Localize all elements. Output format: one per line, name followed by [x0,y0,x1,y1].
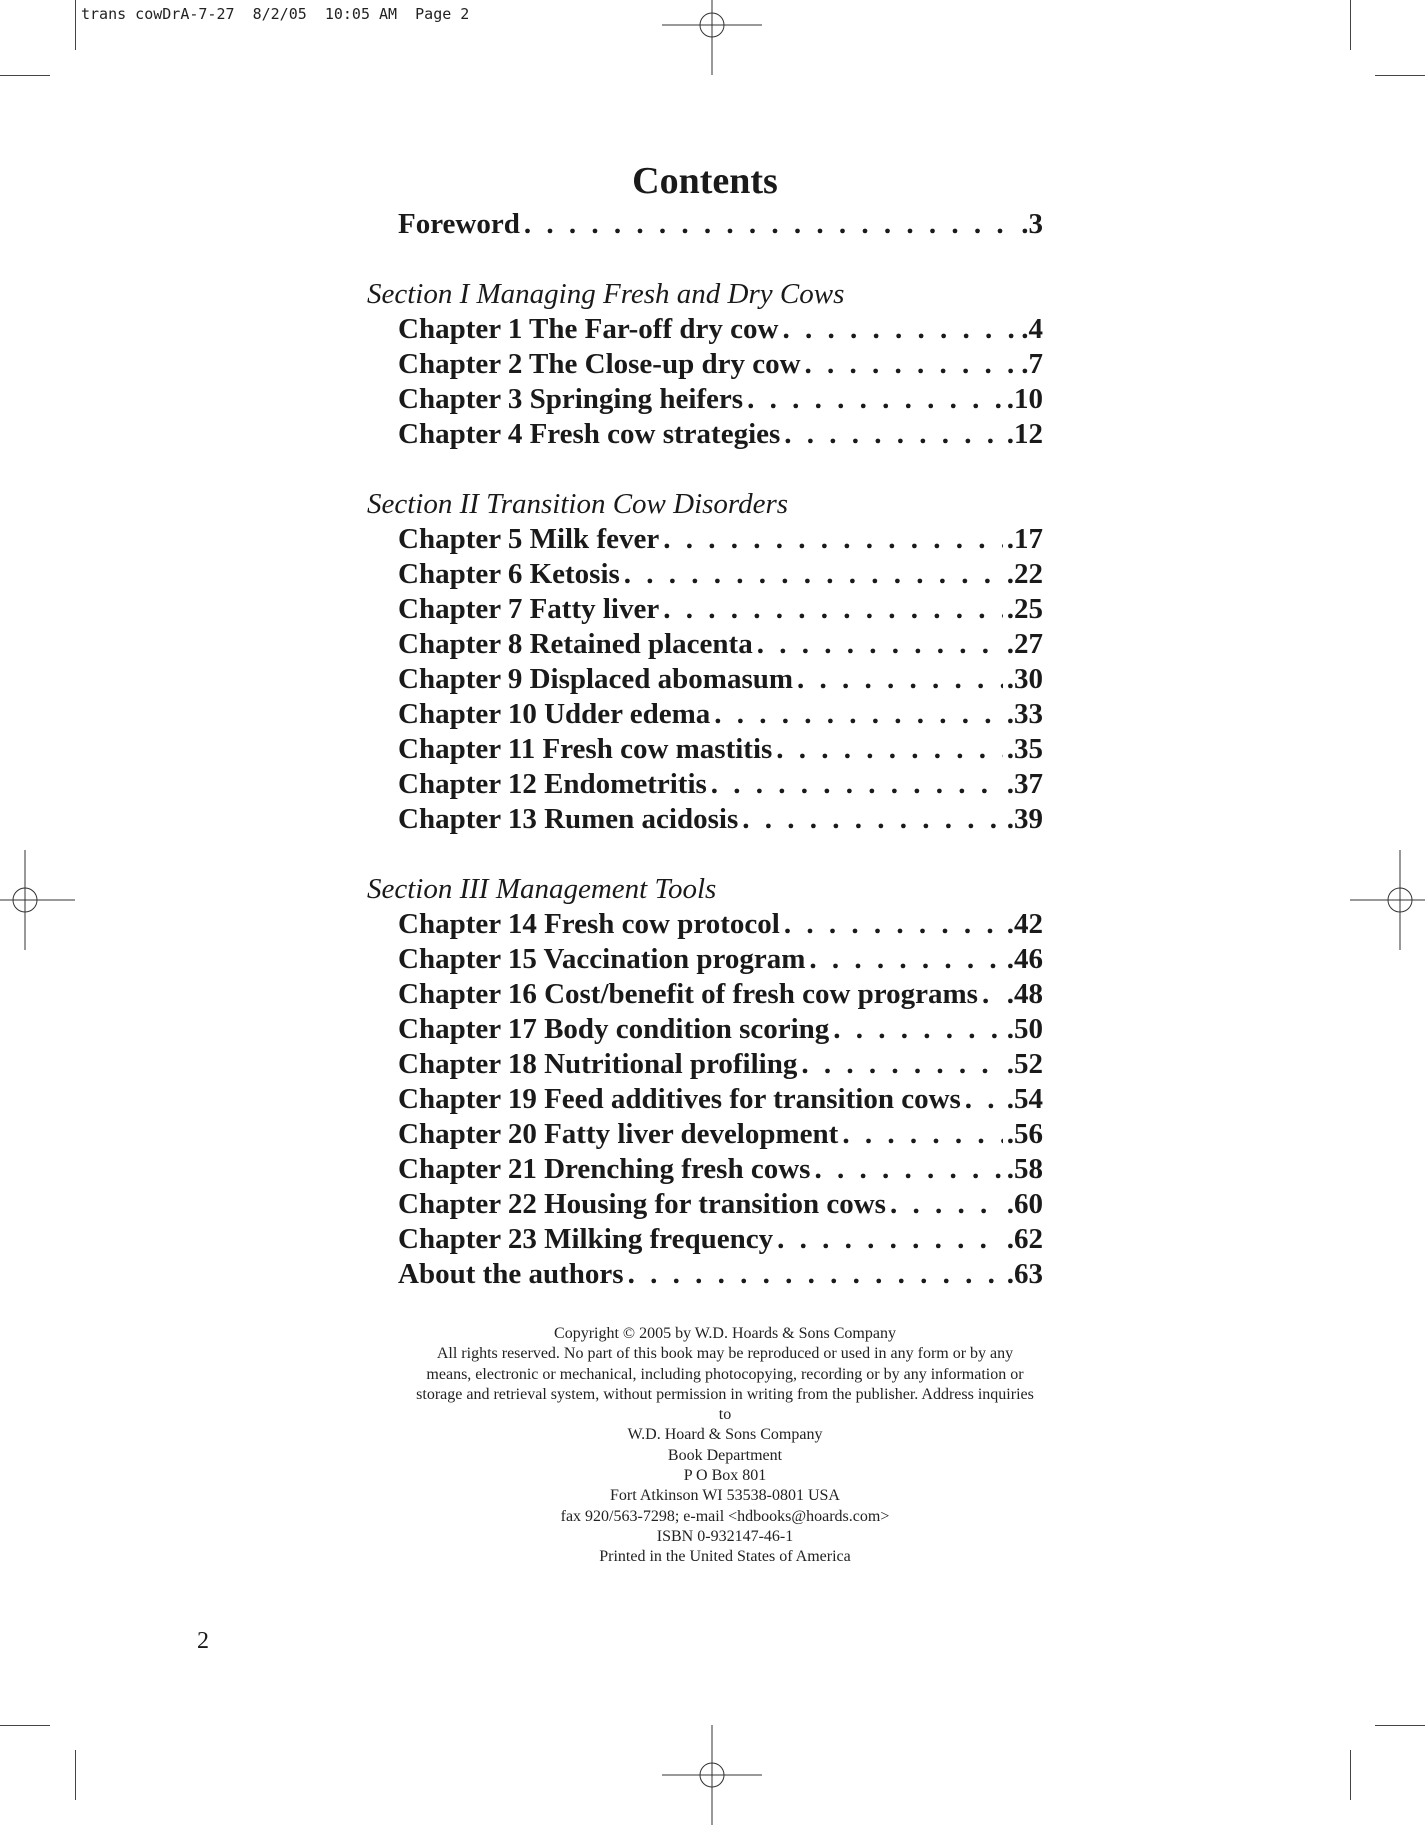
toc-entry-label: Chapter 9 Displaced abomasum [398,663,794,695]
toc-entry-label: Chapter 6 Ketosis [398,558,620,590]
dot-leader [757,627,1003,662]
copyright-line: means, electronic or mechanical, including photocopying, recording or by any information or [426,1365,1024,1383]
registration-mark-right-icon [1350,850,1425,950]
toc-entry-label: Chapter 5 Milk fever [398,523,660,555]
toc-entry-page: .4 [1021,313,1043,345]
crop-mark-top-left-vertical [75,0,76,50]
dot-leader [628,1257,1003,1292]
toc-entry-page: .54 [1006,1083,1043,1115]
dot-leader [624,557,1003,592]
dot-leader [776,732,1002,767]
printer-slug: trans cowDrA-7-27 8/2/05 10:05 AM Page 2 [81,5,470,23]
toc-entry[interactable] [367,382,1043,417]
dot-leader [747,382,1003,417]
dot-leader [784,907,1003,942]
toc-entry-page: .46 [1006,943,1043,975]
dot-leader [814,1152,1002,1187]
copyright-notice [360,1324,1090,1568]
copyright-line: fax 920/563-7298; e-mail <hdbooks@hoards.com> [560,1507,890,1525]
toc-entry[interactable] [367,907,1043,942]
page-number: 2 [197,1628,209,1654]
toc-entry-label: Chapter 10 Udder edema [398,698,711,730]
toc-entry[interactable] [367,1187,1043,1222]
toc-entry-page: .56 [1006,1118,1043,1150]
section-heading: Section III Management Tools [367,873,717,905]
toc-entry-label: About the authors [398,1258,624,1290]
dot-leader [982,977,1003,1012]
toc-entry-label: Chapter 16 Cost/benefit of fresh cow programs [398,978,978,1010]
crop-mark-bottom-left-vertical [75,1750,76,1800]
table-of-contents [367,155,1043,1292]
dot-leader [797,662,1003,697]
crop-mark-bottom-left-horizontal [0,1725,50,1726]
toc-entry[interactable] [367,1012,1043,1047]
contents-title: Contents [632,160,778,202]
copyright-line: W.D. Hoard & Sons Company [627,1426,823,1444]
dot-leader [777,1222,1003,1257]
toc-entry[interactable] [367,977,1043,1012]
toc-entry-label: Chapter 13 Rumen acidosis [398,803,739,835]
dot-leader [784,417,1002,452]
dot-leader [801,1047,1002,1082]
crop-mark-top-left-horizontal [0,75,50,76]
toc-entry-page: .37 [1006,768,1043,800]
copyright-line: to [718,1406,732,1424]
dot-leader [714,697,1002,732]
toc-entry[interactable] [367,522,1043,557]
toc-entry-label: Chapter 15 Vaccination program [398,943,806,975]
crop-mark-bottom-right-horizontal [1375,1725,1425,1726]
toc-entry-page: .33 [1006,698,1043,730]
toc-entry-label: Chapter 2 The Close-up dry cow [398,348,801,380]
toc-entry-label: Chapter 21 Drenching fresh cows [398,1153,811,1185]
toc-entry-page: .39 [1006,803,1043,835]
toc-entry[interactable] [367,1222,1043,1257]
toc-entry-page: .60 [1006,1188,1043,1220]
toc-entry[interactable] [367,1152,1043,1187]
toc-entry[interactable] [367,1047,1043,1082]
dot-leader [524,207,1017,242]
toc-entry-label: Chapter 11 Fresh cow mastitis [398,733,773,765]
copyright-line: Fort Atkinson WI 53538-0801 USA [610,1487,840,1505]
toc-entry-page: .25 [1006,593,1043,625]
toc-entry-label: Chapter 3 Springing heifers [398,383,744,415]
toc-entry[interactable] [367,1082,1043,1117]
section-heading: Section I Managing Fresh and Dry Cows [367,278,845,310]
copyright-line: Book Department [667,1446,783,1464]
toc-entry-page: .12 [1006,418,1043,450]
copyright-line: storage and retrieval system, without permission in writing from the publisher. Address inquiries [416,1385,1034,1403]
toc-entry-page: .48 [1006,978,1043,1010]
toc-entry-label: Foreword [398,208,520,240]
toc-entry-label: Chapter 22 Housing for transition cows [398,1188,886,1220]
dot-leader [809,942,1002,977]
crop-mark-top-right-horizontal [1375,75,1425,76]
dot-leader [742,802,1003,837]
crop-mark-bottom-right-vertical [1350,1750,1351,1800]
registration-mark-top-icon [662,0,762,75]
toc-entry-page: .27 [1006,628,1043,660]
toc-entry-page: .10 [1006,383,1043,415]
toc-entry[interactable] [367,662,1043,697]
toc-entry[interactable] [367,697,1043,732]
dot-leader [833,1012,1002,1047]
toc-entry-label: Chapter 8 Retained placenta [398,628,753,660]
toc-entry-label: Chapter 7 Fatty liver [398,593,660,625]
toc-entry[interactable] [367,942,1043,977]
toc-entry-page: .7 [1021,348,1043,380]
copyright-line: Copyright © 2005 by W.D. Hoards & Sons Company [554,1325,896,1342]
toc-entry-page: .42 [1006,908,1043,940]
toc-entry-page: .58 [1006,1153,1043,1185]
section-heading: Section II Transition Cow Disorders [367,488,789,520]
toc-entry-page: .52 [1006,1048,1043,1080]
dot-leader [890,1187,1003,1222]
crop-mark-top-right-vertical [1350,0,1351,50]
toc-entry[interactable] [367,802,1043,837]
copyright-line: P O Box 801 [683,1467,767,1485]
dot-leader [663,592,1003,627]
toc-entry-page: .62 [1006,1223,1043,1255]
toc-entry-page: .63 [1006,1258,1043,1290]
dot-leader [965,1082,1003,1117]
toc-entry[interactable] [367,557,1043,592]
toc-entry-label: Chapter 14 Fresh cow protocol [398,908,780,940]
toc-sections [367,277,1043,1292]
toc-entry-label: Chapter 4 Fresh cow strategies [398,418,781,450]
toc-entry-page: .30 [1006,663,1043,695]
toc-entry-label: Chapter 1 The Far-off dry cow [398,313,779,345]
dot-leader [805,347,1018,382]
toc-entry[interactable] [367,347,1043,382]
toc-entry[interactable] [367,732,1043,767]
toc-entry-page: .3 [1021,208,1043,240]
toc-entry-label: Chapter 18 Nutritional profiling [398,1048,798,1080]
toc-entry[interactable] [367,1257,1043,1292]
toc-entry[interactable] [367,417,1043,452]
copyright-line: Printed in the United States of America [599,1548,851,1566]
toc-entry[interactable] [367,767,1043,802]
toc-entry-label: Chapter 23 Milking frequency [398,1223,774,1255]
toc-entry-label: Chapter 12 Endometritis [398,768,707,800]
dot-leader [782,312,1017,347]
registration-mark-left-icon [0,850,75,950]
dot-leader [842,1117,1002,1152]
toc-entry-page: .22 [1006,558,1043,590]
toc-entry-foreword[interactable] [367,207,1043,242]
toc-entry[interactable] [367,592,1043,627]
toc-entry-label: Chapter 19 Feed additives for transition cows [398,1083,961,1115]
dot-leader [711,767,1003,802]
registration-mark-bottom-icon [662,1725,762,1825]
toc-entry-page: .50 [1006,1013,1043,1045]
dot-leader [663,522,1003,557]
copyright-line: ISBN 0-932147-46-1 [656,1527,794,1545]
toc-entry-label: Chapter 17 Body condition scoring [398,1013,830,1045]
toc-entry[interactable] [367,627,1043,662]
toc-entry-label: Chapter 20 Fatty liver development [398,1118,839,1150]
copyright-line: All rights reserved. No part of this book may be reproduced or used in any form or by any [436,1345,1014,1363]
toc-entry-page: .35 [1006,733,1043,765]
toc-entry[interactable] [367,1117,1043,1152]
toc-entry-page: .17 [1006,523,1043,555]
toc-entry[interactable] [367,312,1043,347]
